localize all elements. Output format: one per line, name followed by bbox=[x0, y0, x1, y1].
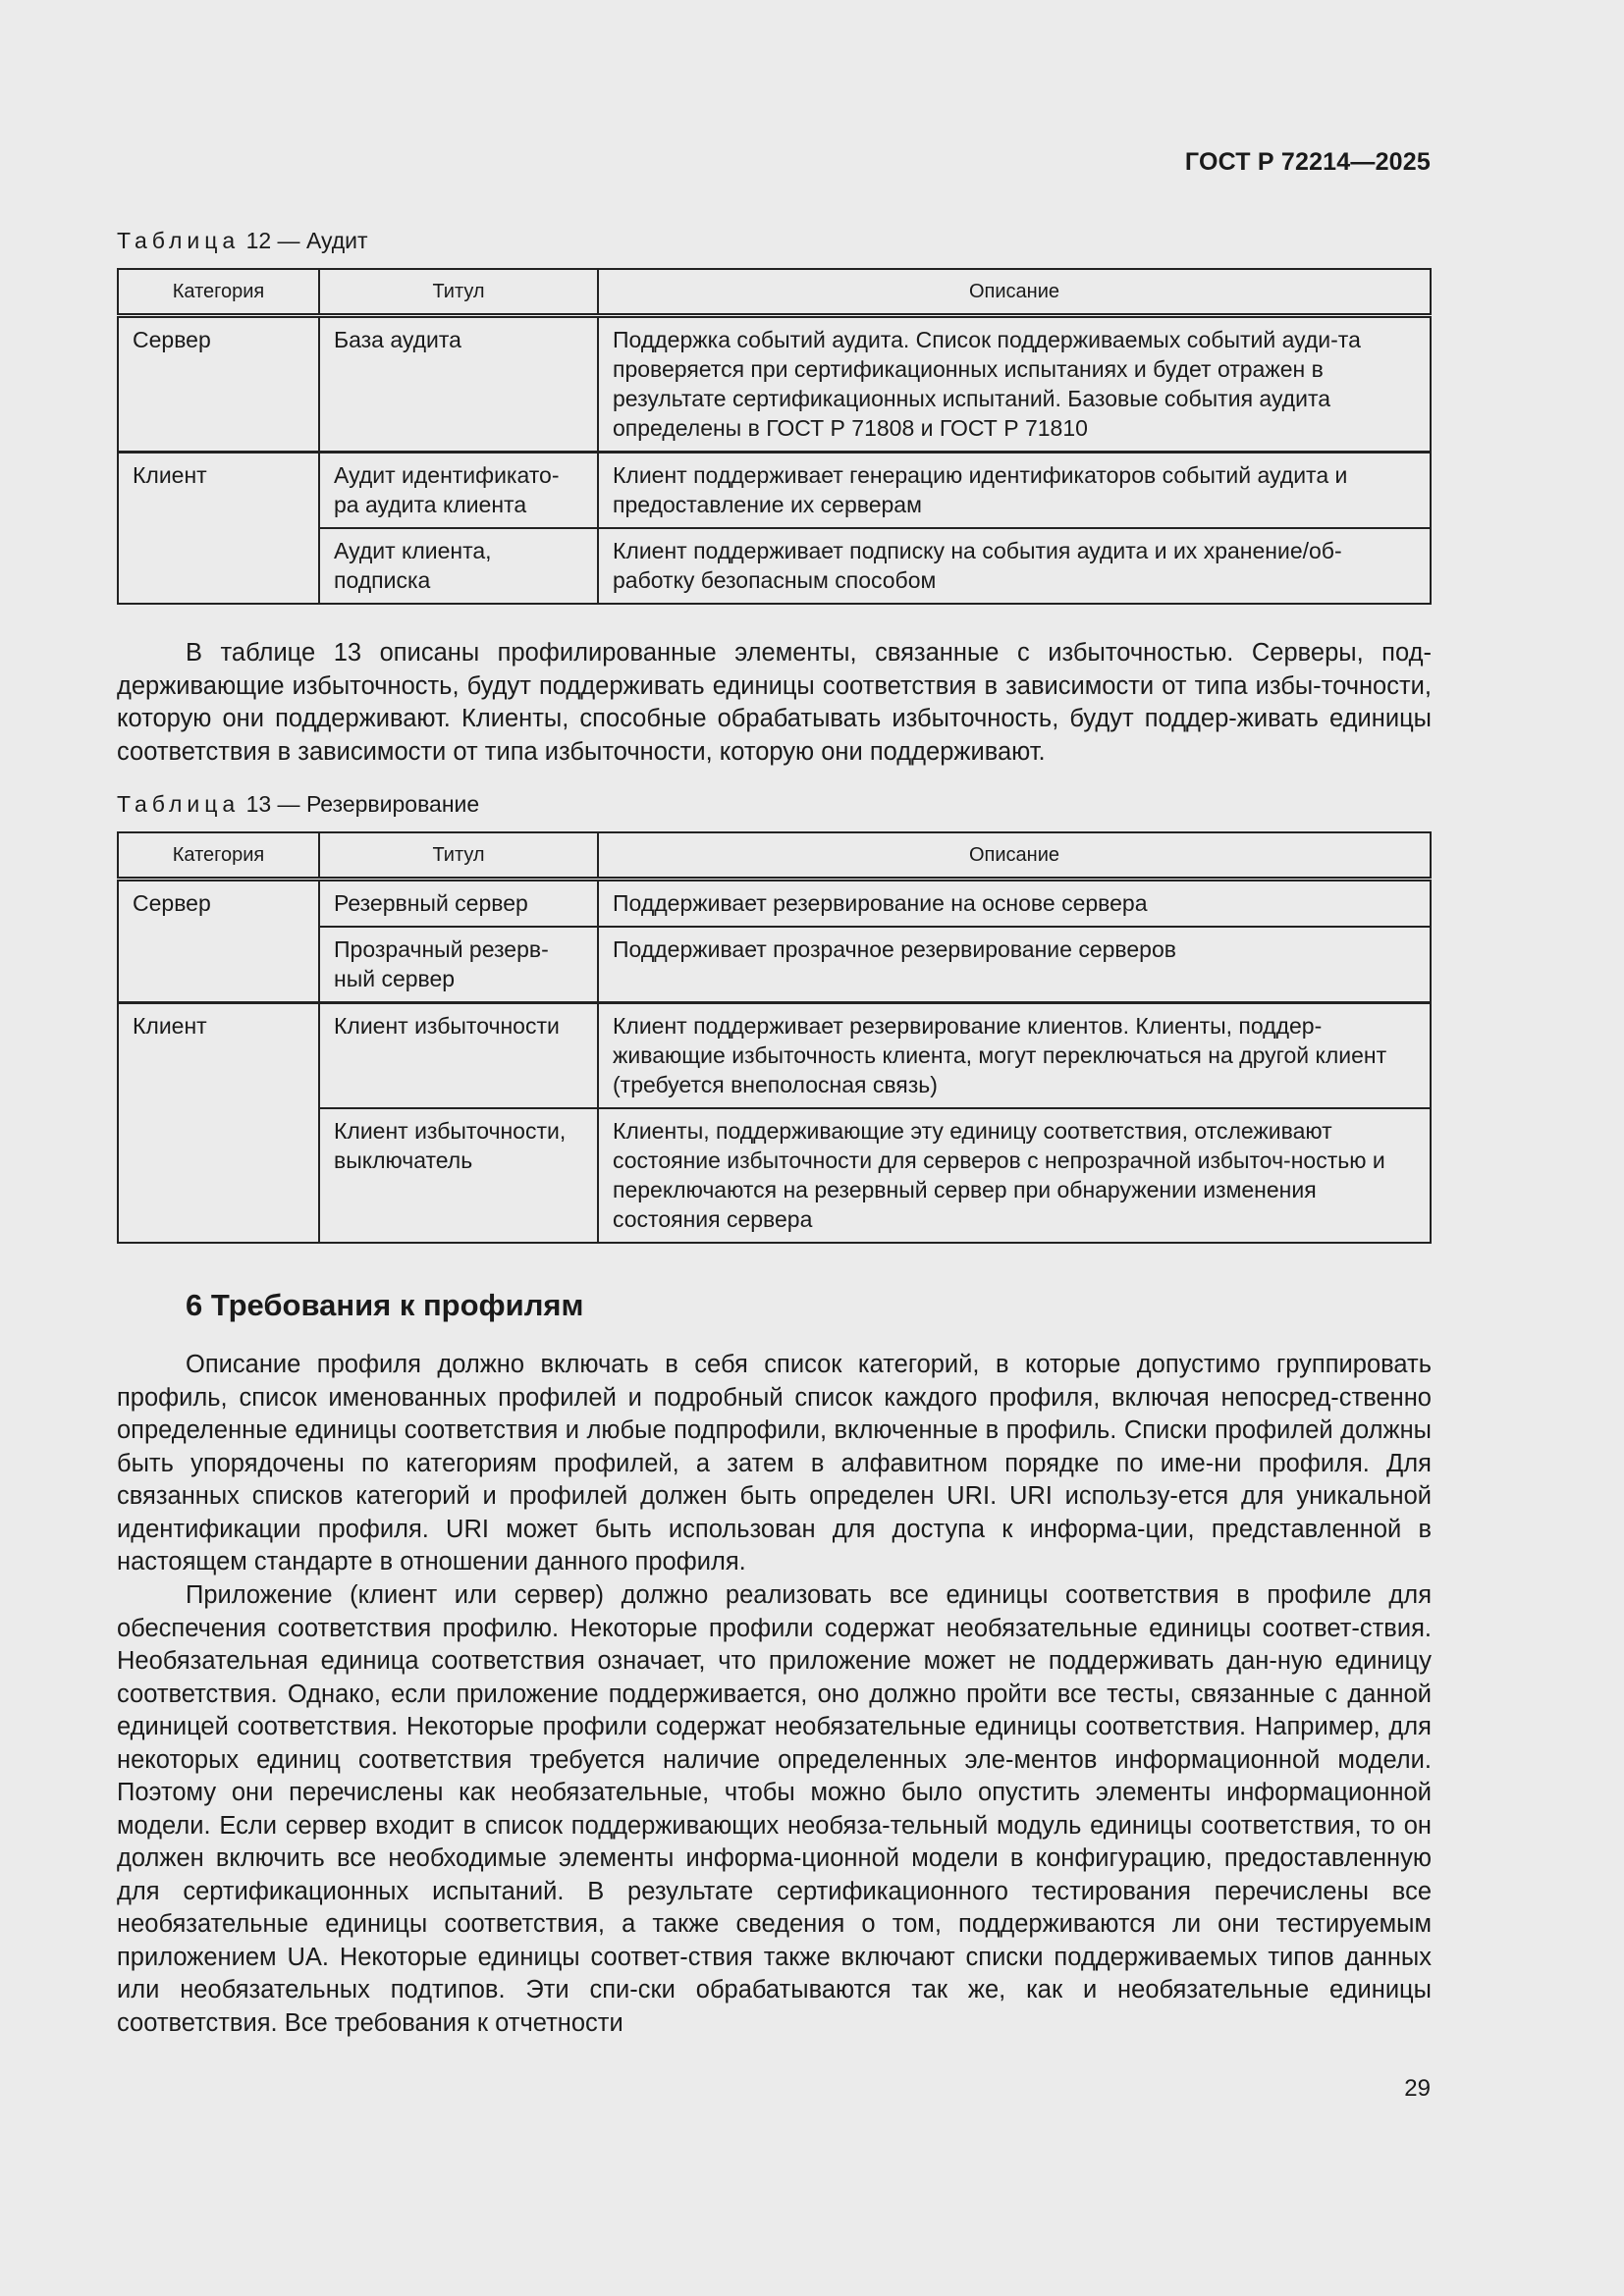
table-row bbox=[118, 1003, 1431, 1109]
cell-description: Поддержка событий аудита. Список поддерживаемых событий ауди-та проверяется при сертификационных испытаниях и будет отражен в результате сертификационных испытаний. Базовые события аудита определены в ГОСТ Р 71808 и ГОСТ Р 71810 bbox=[598, 316, 1431, 453]
table-13-caption bbox=[117, 791, 479, 818]
cell-category: Сервер bbox=[118, 316, 319, 453]
cell-title: Прозрачный резерв-ный сервер bbox=[319, 927, 598, 1003]
column-header-category: Категория bbox=[118, 269, 319, 316]
table-row bbox=[118, 880, 1431, 928]
paragraph-text: Приложение (клиент или сервер) должно реализовать все единицы соответствия в профиле для обеспечения соответствия профилю. Некоторые профили содержат необязательные единицы соответ-ствия. Необязательная единица соответствия означает, что приложение может не поддерживать дан-ную единицу соответствия. Однако, если приложение поддерживается, оно должно пройти все тесты, связанные с данной единицей соответствия. Некоторые профили содержат необязательные единицы соответствия. Например, для некоторых единиц соответствия требуется наличие определенных эле-ментов информационной модели. Поэтому они перечислены как необязательные, чтобы можно было опустить элементы информационной модели. Если сервер входит в список поддерживающих необяза-тельный модуль единицы соответствия, то он должен включить все необходимые элементы информа-ционной модели в конфигурацию, предоставленную для сертификационных испытаний. В результате сертификационного тестирования перечислены все необязательные единицы соответствия, а также сведения о том, поддерживаются ли они тестируемым приложением UA. Некоторые единицы соответ-ствия также включают списки поддерживаемых типов данных или необязательных подтипов. Эти спи-ски обрабатываются так же, как и необязательные единицы соответствия. Все требования к отчетности bbox=[117, 1581, 1432, 2037]
column-header-title: Титул bbox=[319, 832, 598, 880]
cell-title: Клиент избыточности, выключатель bbox=[319, 1108, 598, 1243]
table-header-row bbox=[118, 269, 1431, 316]
section-heading: 6 Требования к профилям bbox=[186, 1288, 584, 1322]
table-caption-title: 12 — Аудит bbox=[240, 228, 368, 253]
paragraph-section6-2 bbox=[117, 1579, 1432, 2040]
cell-title: Аудит клиента, подписка bbox=[319, 528, 598, 604]
table-row bbox=[118, 316, 1431, 453]
paragraph-text: Описание профиля должно включать в себя список категорий, в которые допустимо группировать профиль, список именованных профилей и подробный список каждого профиля, включая непосред-ственно определенные единицы соответствия и любые подпрофили, включенные в профиль. Списки профилей должны быть упорядочены по категориям профилей, а затем в алфавитном порядке по име-ни профиля. Для связанных списков категорий и профилей должен быть определен URI. URI использу-ется для уникальной идентификации профиля. URI может быть использован для доступа к информа-ции, представленной в настоящем стандарте в отношении данного профиля. bbox=[117, 1351, 1432, 1575]
column-header-category: Категория bbox=[118, 832, 319, 880]
document-code: ГОСТ Р 72214—2025 bbox=[1184, 148, 1431, 176]
cell-title: Аудит идентификато-ра аудита клиента bbox=[319, 453, 598, 529]
table-caption-word: Таблица bbox=[117, 791, 241, 817]
cell-category: Сервер bbox=[118, 880, 319, 1003]
paragraph-text: В таблице 13 описаны профилированные элементы, связанные с избыточностью. Серверы, под-держивающие избыточность, будут поддерживать единицы соответствия в зависимости от типа избы-точности, которую они поддерживают. Клиенты, способные обрабатывать избыточность, будут поддер-живать единицы соответствия в зависимости от типа избыточности, которую они поддерживают. bbox=[117, 639, 1432, 766]
table-caption-word: Таблица bbox=[117, 228, 241, 253]
cell-title: Клиент избыточности bbox=[319, 1003, 598, 1109]
cell-category: Клиент bbox=[118, 1003, 319, 1244]
table-13 bbox=[117, 831, 1432, 1244]
column-header-description: Описание bbox=[598, 832, 1431, 880]
paragraph-section6-1 bbox=[117, 1349, 1432, 1579]
cell-description: Клиент поддерживает резервирование клиентов. Клиенты, поддер-живающие избыточность клиента, могут переключаться на другой клиент (требуется внеполосная связь) bbox=[598, 1003, 1431, 1109]
column-header-description: Описание bbox=[598, 269, 1431, 316]
cell-title: База аудита bbox=[319, 316, 598, 453]
table-caption-title: 13 — Резервирование bbox=[240, 791, 480, 817]
cell-description: Клиент поддерживает подписку на события аудита и их хранение/об-работку безопасным способом bbox=[598, 528, 1431, 604]
cell-description: Клиенты, поддерживающие эту единицу соответствия, отслеживают состояние избыточности для серверов с непрозрачной избыточ-ностью и переключаются на резервный сервер при обнаружении изменения состояния сервера bbox=[598, 1108, 1431, 1243]
table-12 bbox=[117, 268, 1432, 605]
column-header-title: Титул bbox=[319, 269, 598, 316]
cell-description: Клиент поддерживает генерацию идентификаторов событий аудита и предоставление их серверам bbox=[598, 453, 1431, 529]
cell-description: Поддерживает резервирование на основе сервера bbox=[598, 880, 1431, 928]
paragraph-table13-intro bbox=[117, 637, 1432, 769]
table-header-row bbox=[118, 832, 1431, 880]
page-number: 29 bbox=[1404, 2075, 1431, 2102]
cell-description: Поддерживает прозрачное резервирование серверов bbox=[598, 927, 1431, 1003]
table-row bbox=[118, 453, 1431, 529]
cell-category: Клиент bbox=[118, 453, 319, 605]
cell-title: Резервный сервер bbox=[319, 880, 598, 928]
table-12-caption bbox=[117, 228, 368, 254]
